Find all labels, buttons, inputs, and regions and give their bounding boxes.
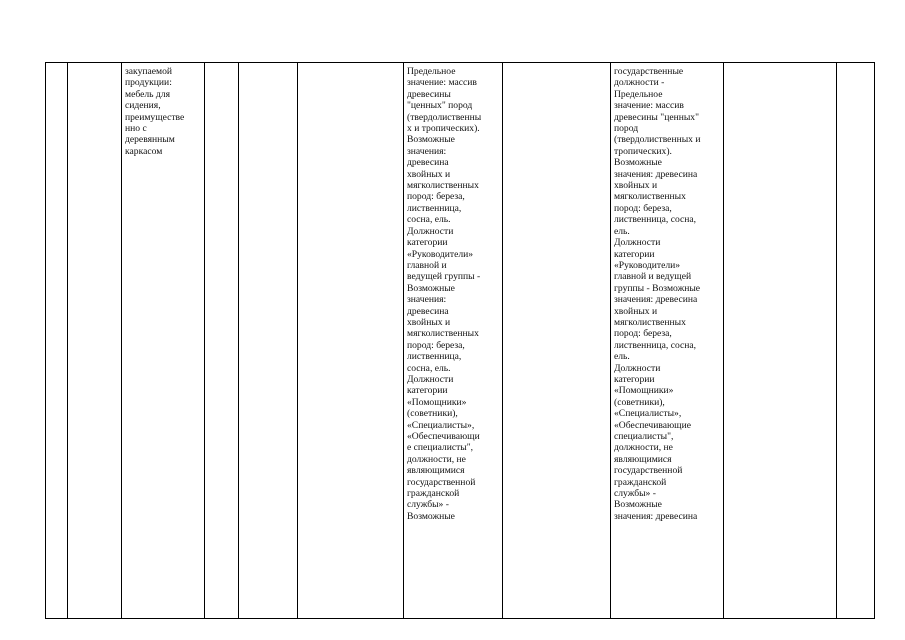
table-cell-values (404, 63, 503, 619)
table-cell (503, 63, 611, 619)
table-cell (46, 63, 68, 619)
table-row (46, 63, 875, 619)
table-cell (298, 63, 404, 619)
table-cell-product (122, 63, 205, 619)
table-cell (724, 63, 837, 619)
data-table (45, 62, 875, 619)
table-cell (205, 63, 239, 619)
table-cell-values (611, 63, 724, 619)
table-cell (837, 63, 875, 619)
cell-text: государственные должности - Предельное значение: массив древесины "ценных" пород (твердолиственных и тропических). Возможные значения: древесина хвойных и мягколиственных пород: береза, лиственница, сосна, ель. Должности категории «Руководители» главной и ведущей группы - Возможные значения: древесина хвойных и мягколиственных пород: береза, лиственница, сосна, ель. Должности категории «Помощники» (советники), «Специалисты», «Обеспечивающие специалисты", должности, не являющимися государственной гражданской службы» - Возможные значения: древесина (614, 66, 701, 522)
cell-text: закупаемой продукции: мебель для сидения, преимуществе нно с деревянным каркасом (125, 66, 185, 157)
table-cell (239, 63, 298, 619)
table-cell (68, 63, 122, 619)
cell-text: Предельное значение: массив древесины "ценных" пород (твердолиственны х и тропических). Возможные значения: древесина хвойных и мягколиственных пород: береза, лиственница, сосна, ель. Должности категории «Руководители» главной и ведущей группы - Возможные значения: древесина хвойных и мягколиственных пород: береза, лиственница, сосна, ель. Должности категории «Помощники» (советники), «Специалисты», «Обеспечивающи е специалисты", должности, не являющимися государственной гражданской службы» - Возможные (407, 66, 482, 522)
